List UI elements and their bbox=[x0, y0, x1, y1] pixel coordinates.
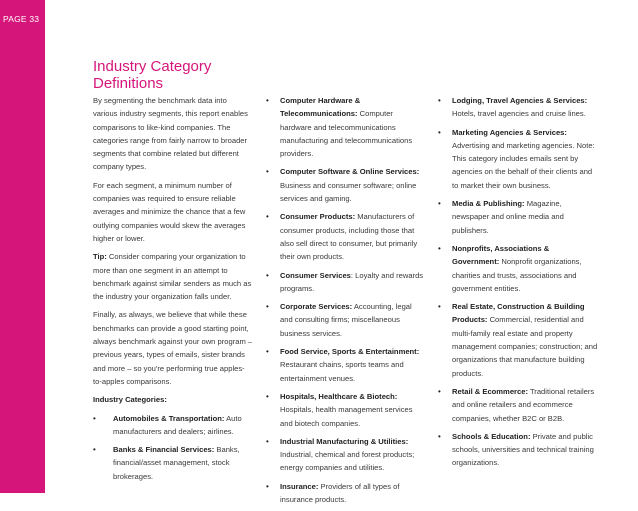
category-desc: Computer hardware and telecommunications manufacturing and telecommunications providers. bbox=[280, 109, 413, 159]
category-item bbox=[93, 443, 253, 483]
category-name: Media & Publishing: bbox=[452, 199, 525, 209]
category-item bbox=[438, 94, 598, 121]
category-desc: Private and public schools, universities and technical training organizations. bbox=[452, 431, 594, 468]
category-item bbox=[266, 435, 424, 475]
bullet-icon: • bbox=[266, 167, 269, 177]
category-desc: Manufacturers of consumer products, including those that also sell direct to consumer, but primarily their own products. bbox=[280, 212, 418, 262]
bullet-icon: • bbox=[93, 445, 96, 455]
category-item bbox=[266, 300, 424, 340]
bullet-icon: • bbox=[266, 391, 269, 401]
category-name: Consumer Services bbox=[280, 270, 351, 280]
category-item bbox=[266, 480, 424, 507]
category-item bbox=[438, 126, 598, 192]
category-desc: Banks, financial/asset management, stock brokerages. bbox=[113, 445, 240, 481]
bullet-icon: • bbox=[266, 212, 269, 222]
category-name: Insurance: bbox=[280, 481, 319, 491]
category-name: Banks & Financial Services: bbox=[113, 445, 215, 455]
tip-label: Tip: bbox=[93, 252, 107, 262]
category-name: Corporate Services: bbox=[280, 302, 353, 312]
category-desc: Advertising and marketing agencies. Note: This category includes emails sent by agencies on the behalf of their clients and to market their own business. bbox=[452, 140, 595, 190]
bullet-icon: • bbox=[438, 302, 441, 312]
category-name: Nonprofits, Associations & Government: bbox=[452, 243, 550, 267]
categories-heading: Industry Categories: bbox=[93, 395, 167, 405]
bullet-icon: • bbox=[438, 127, 441, 137]
category-name: Computer Software & Online Services: bbox=[280, 167, 420, 177]
category-desc: : Loyalty and rewards programs. bbox=[280, 270, 424, 293]
category-item bbox=[266, 165, 424, 205]
bullet-icon: • bbox=[438, 386, 441, 396]
bullet-icon: • bbox=[438, 243, 441, 253]
tip-paragraph bbox=[93, 250, 253, 303]
category-item bbox=[93, 412, 253, 439]
category-name: Marketing Agencies & Services: bbox=[452, 127, 567, 137]
category-item bbox=[266, 390, 424, 430]
page-number: PAGE 33 bbox=[3, 14, 40, 24]
category-name: Food Service, Sports & Entertainment: bbox=[280, 347, 420, 357]
category-desc: Business and consumer software; online services and gaming. bbox=[280, 180, 417, 204]
intro-paragraph: For each segment, a minimum number of companies was required to ensure reliable averages and minimize the chance that a few outlying companies would skew the averages higher or lower. bbox=[93, 180, 246, 243]
bullet-icon: • bbox=[266, 347, 269, 357]
category-name: Real Estate, Construction & Building Products: bbox=[452, 302, 585, 325]
category-name: Consumer Products: bbox=[280, 212, 356, 222]
category-item bbox=[438, 242, 598, 295]
category-name: Industrial Manufacturing & Utilities: bbox=[280, 436, 409, 446]
category-desc: Commercial, residential and multi-family real estate and property management companies; construction; and organizations that manufacture building products. bbox=[452, 315, 598, 378]
bullet-icon: • bbox=[266, 436, 269, 446]
category-desc: Traditional retailers and online retailers and ecommerce companies, whether B2C or B2B. bbox=[452, 386, 595, 423]
category-name: Schools & Education: bbox=[452, 431, 531, 441]
bullet-icon: • bbox=[266, 481, 269, 491]
category-desc: Hospitals, health management services and biotech companies. bbox=[280, 405, 413, 428]
category-desc: Hotels, travel agencies and cruise lines. bbox=[452, 109, 586, 119]
closing-paragraph: Finally, as always, we believe that while these benchmarks can provide a good starting point, always benchmark against your own program – previous years, types of emails, sister brands and more – so you're performing true apples-to-apples comparisons. bbox=[93, 310, 253, 386]
category-desc: Industrial, chemical and forest products; energy companies and utilities. bbox=[280, 450, 415, 473]
bullet-icon: • bbox=[266, 302, 269, 312]
category-desc: Magazine, newspaper and online media and publishers. bbox=[452, 199, 564, 235]
category-item bbox=[438, 300, 598, 380]
category-name: Lodging, Travel Agencies & Services: bbox=[452, 96, 588, 105]
column-1 bbox=[93, 94, 253, 488]
category-desc: Accounting, legal and consulting firms; miscellaneous business services. bbox=[280, 302, 412, 338]
bullet-icon: • bbox=[93, 413, 96, 423]
category-desc: Providers of all types of insurance products. bbox=[280, 481, 400, 505]
category-item bbox=[438, 430, 598, 470]
page-title: Industry Category Definitions bbox=[93, 58, 212, 92]
category-item bbox=[266, 345, 424, 385]
category-item bbox=[438, 385, 598, 425]
bullet-icon: • bbox=[438, 96, 441, 105]
bullet-icon: • bbox=[266, 96, 269, 105]
category-desc: Restaurant chains, sports teams and entertainment venues. bbox=[280, 360, 404, 383]
bullet-icon: • bbox=[438, 431, 441, 441]
category-desc: Auto manufacturers and dealers; airlines. bbox=[113, 413, 242, 436]
column-2 bbox=[266, 94, 424, 511]
category-item bbox=[266, 94, 424, 160]
column-3 bbox=[438, 94, 598, 475]
category-name: Computer Hardware & Telecommunications: bbox=[280, 96, 361, 119]
intro-paragraph: By segmenting the benchmark data into various industry segments, this report enables comparisons to like-kind companies. The categories range from fairly narrow to broader segments that combine related but different company types. bbox=[93, 96, 248, 172]
bullet-icon: • bbox=[438, 199, 441, 209]
category-item bbox=[438, 197, 598, 237]
category-item bbox=[266, 269, 424, 296]
category-name: Automobiles & Transportation: bbox=[113, 413, 225, 423]
tip-text: Consider comparing your organization to more than one segment in an attempt to benchmark against similar senders as much as the industry your organization falls under. bbox=[93, 252, 252, 302]
bullet-icon: • bbox=[266, 270, 269, 280]
category-desc: Nonprofit organizations, charities and trusts, associations and government entities. bbox=[452, 257, 582, 293]
category-name: Retail & Ecommerce: bbox=[452, 386, 528, 396]
category-item bbox=[266, 210, 424, 263]
category-name: Hospitals, Healthcare & Biotech: bbox=[280, 391, 398, 401]
side-accent-bar bbox=[0, 0, 45, 493]
